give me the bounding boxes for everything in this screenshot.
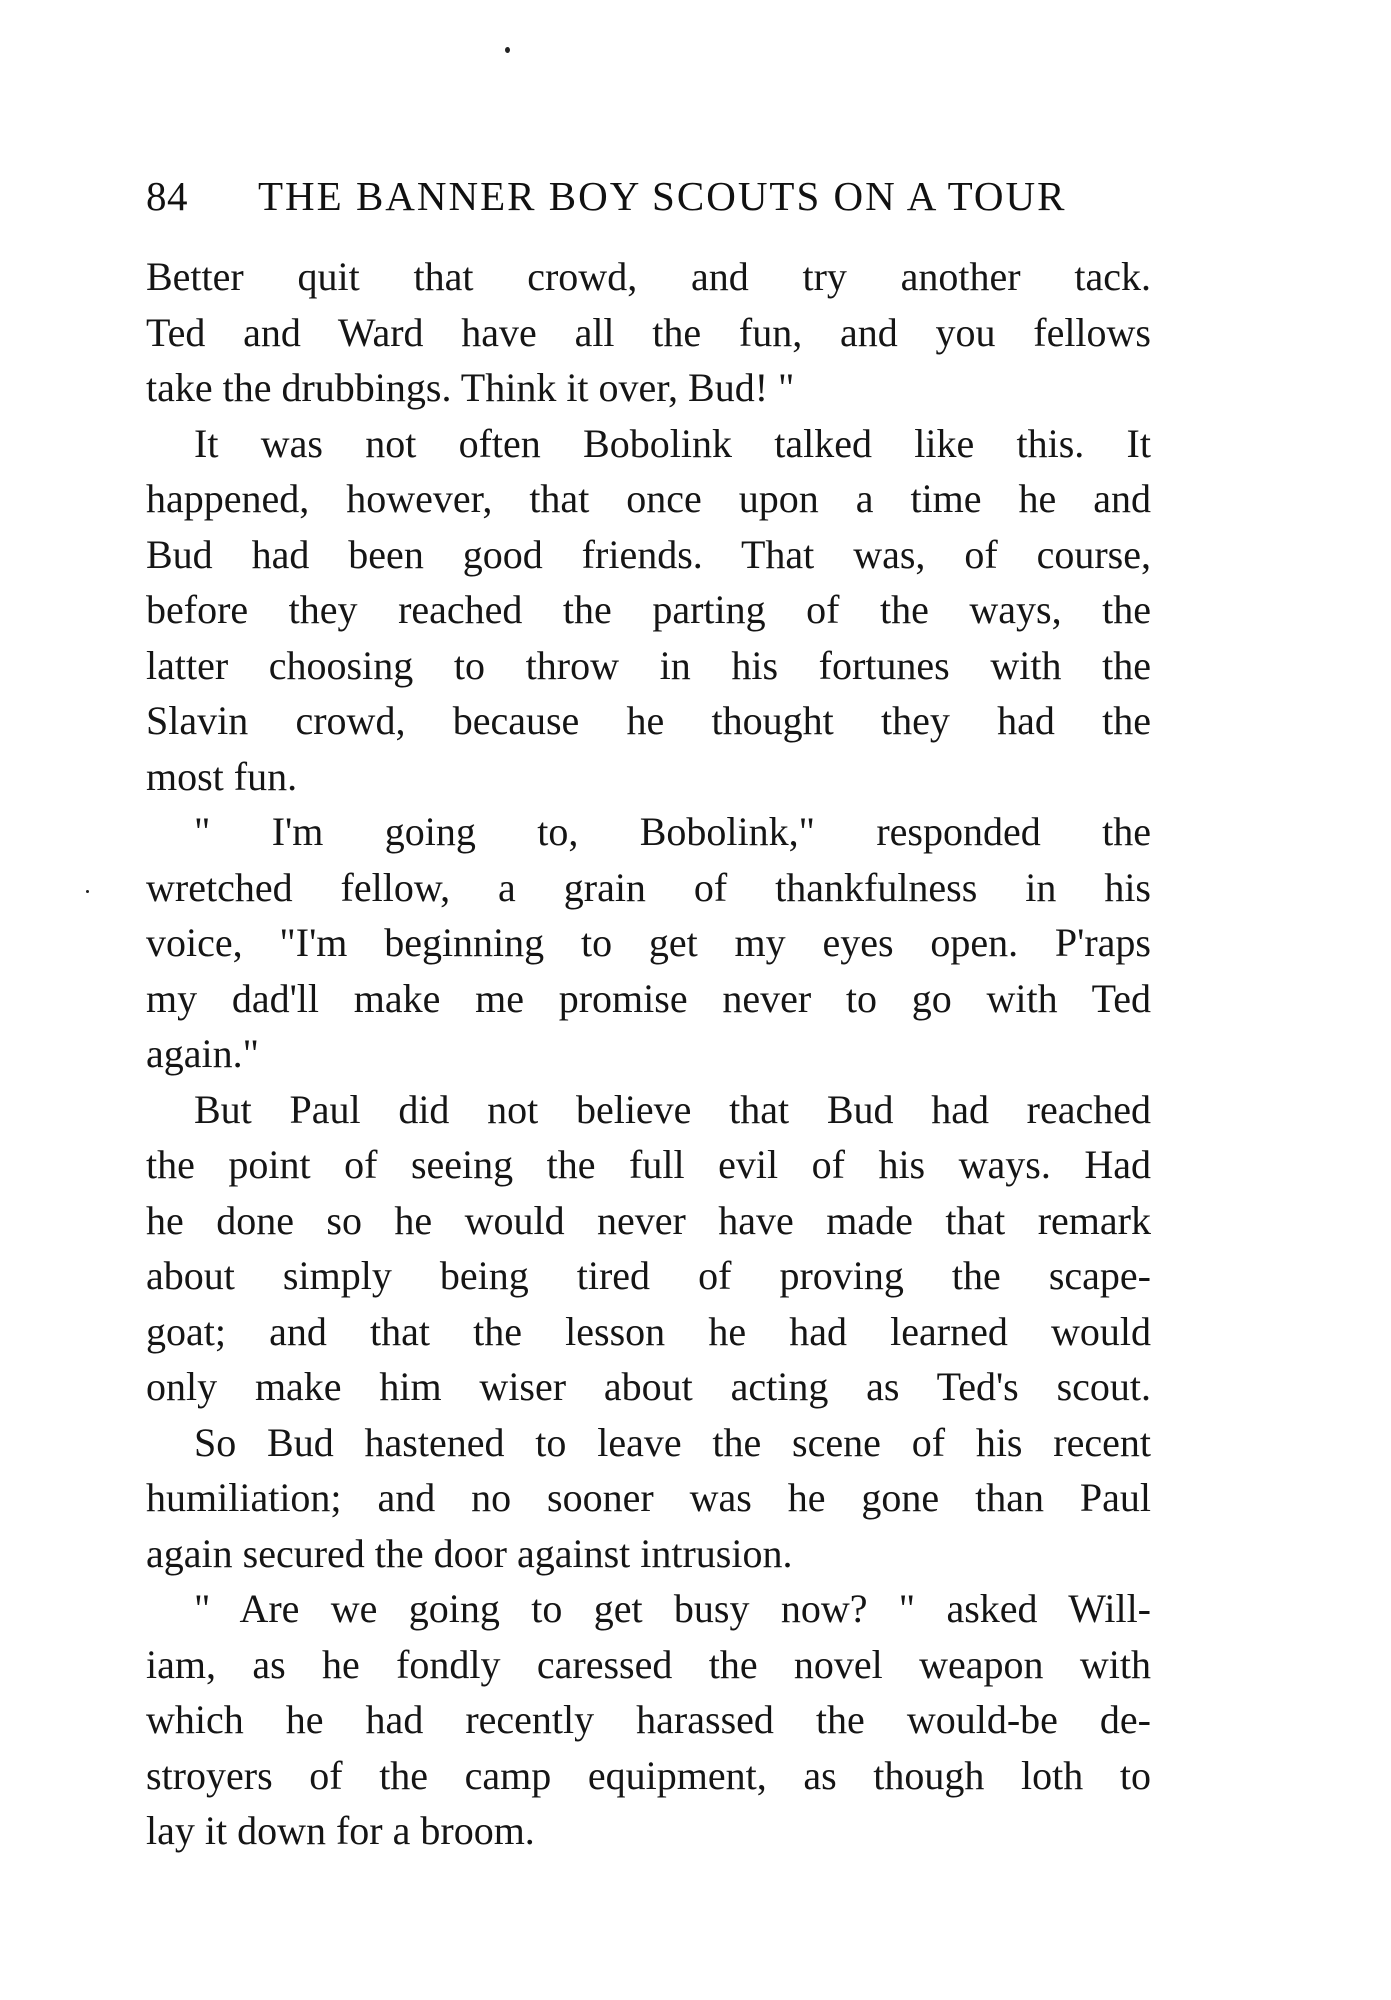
text-line: take the drubbings. Think it over, Bud! " [146,365,795,410]
paragraph-5 [146,1415,1151,1582]
text-line: " I'm going to, Bobolink," responded the [194,809,1151,854]
text-line: lay it down for a broom. [146,1808,535,1853]
running-title: THE BANNER BOY SCOUTS ON A TOUR [258,173,1067,219]
text-line: latter choosing to throw in his fortunes with the [146,642,1151,688]
text-line: wretched fellow, a grain of thankfulness in his [146,864,1151,910]
text-line: most fun. [146,753,298,799]
running-head [146,168,1151,224]
text-line: my dad'll make me promise never to go with Ted [146,975,1151,1021]
text-line: goat; and that the lesson he had learned would [146,1308,1151,1354]
ink-speck [505,47,510,53]
text-line: voice, "I'm beginning to get my eyes open. P'raps [146,920,1151,965]
text-line: he done so he would never have made that remark [146,1197,1151,1243]
text-line: " Are we going to get busy now? " asked Will- [194,1586,1151,1631]
text-line: Better quit that crowd, and try another tack. [146,254,1151,299]
text-line: So Bud hastened to leave the scene of his recent [194,1419,1151,1465]
text-line: only make him wiser about acting as Ted's scout. [146,1364,1151,1409]
text-line: humiliation; and no sooner was he gone than Paul [146,1475,1151,1520]
body-text [146,249,1151,1859]
text-line: It was not often Bobolink talked like this. It [194,420,1151,466]
paragraph-6 [146,1581,1151,1859]
page-number: 84 [146,173,188,219]
text-line: which he had recently harassed the would-be de- [146,1697,1151,1742]
text-line: stroyers of the camp equipment, as though loth to [146,1752,1151,1798]
ink-speck [86,890,89,893]
text-line: Bud had been good friends. That was, of course, [146,531,1151,577]
paragraph-4 [146,1082,1151,1415]
text-line: But Paul did not believe that Bud had reached [194,1086,1151,1132]
text-line: again secured the door against intrusion. [146,1530,793,1576]
text-line: before they reached the parting of the ways, the [146,587,1151,632]
paragraph-1 [146,249,1151,416]
text-line: iam, as he fondly caressed the novel weapon with [146,1641,1151,1687]
text-line: happened, however, that once upon a time he and [146,476,1151,521]
paragraph-2 [146,416,1151,805]
paragraph-3 [146,804,1151,1082]
text-line: the point of seeing the full evil of his ways. Had [146,1142,1151,1187]
text-line: Slavin crowd, because he thought they had the [146,698,1151,743]
text-line: about simply being tired of proving the scape- [146,1253,1151,1298]
text-line: again." [146,1031,259,1076]
text-line: Ted and Ward have all the fun, and you fellows [146,309,1151,355]
